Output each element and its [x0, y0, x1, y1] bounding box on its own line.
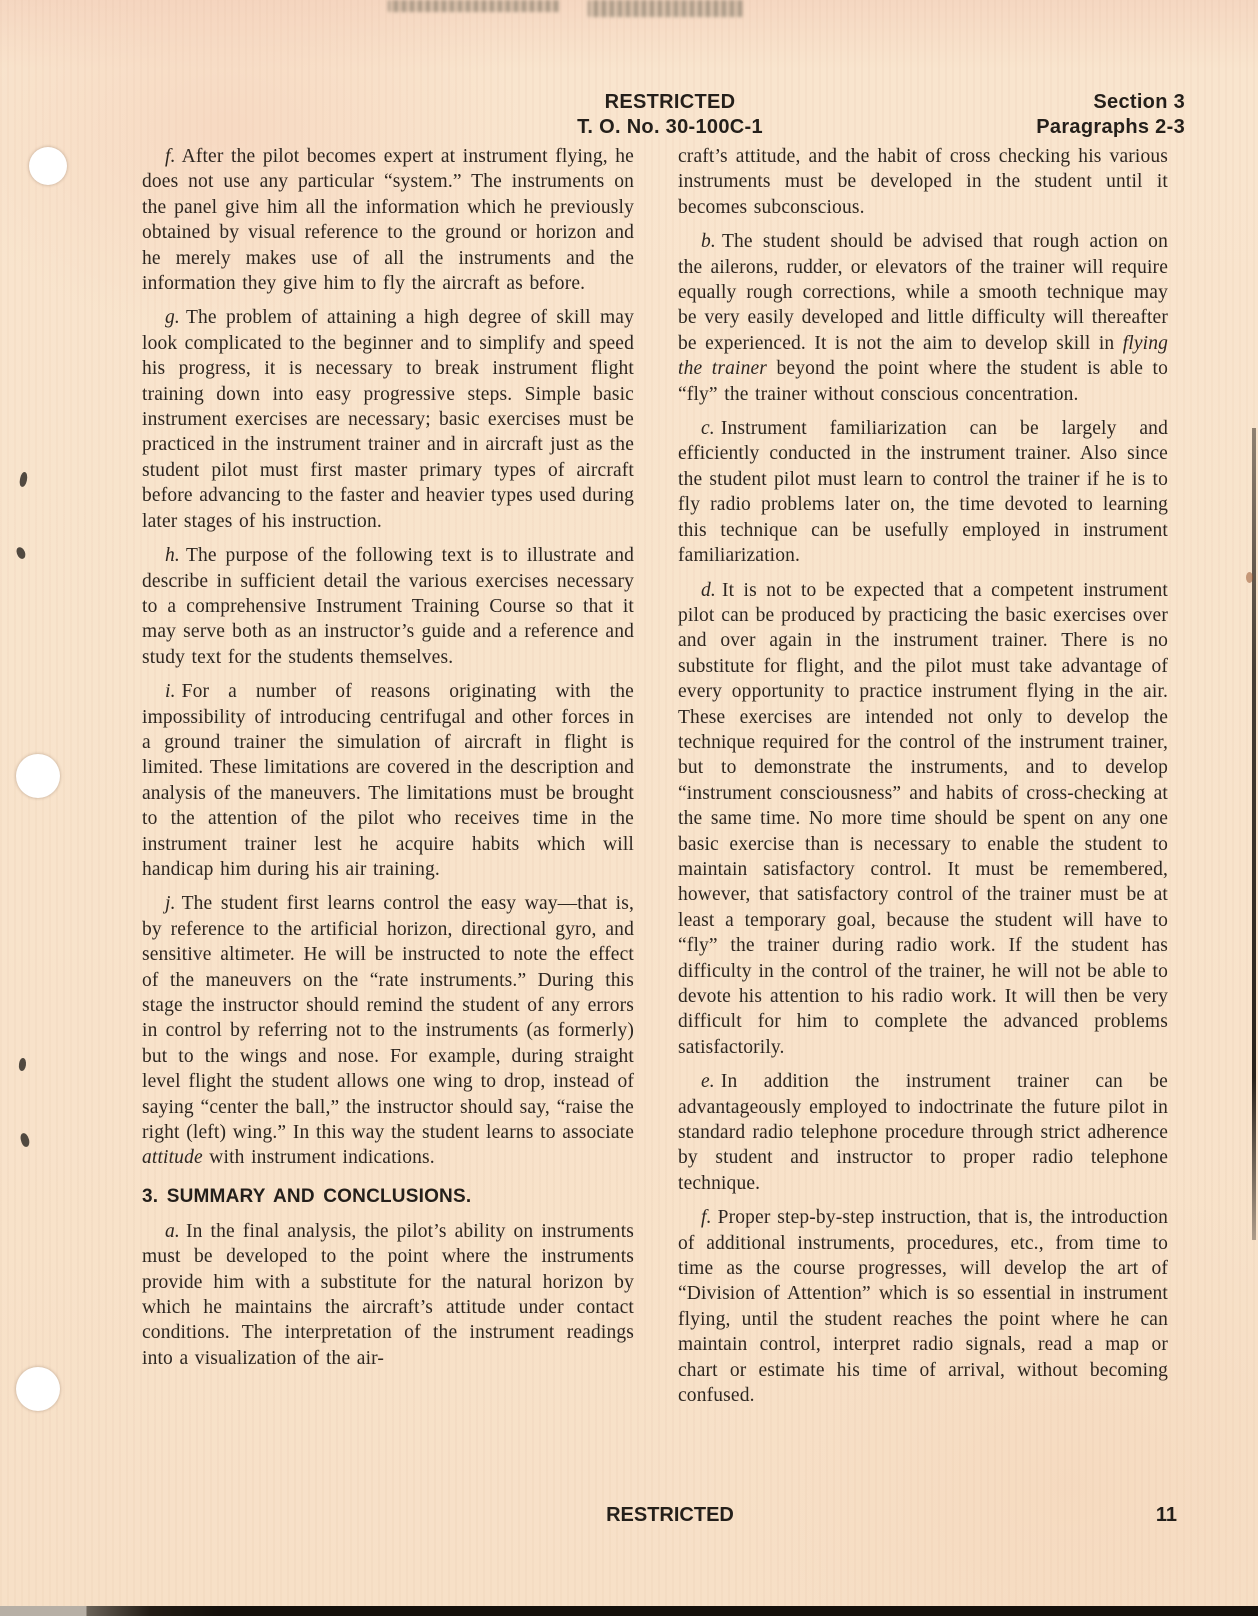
top-stamp-smudge-right [588, 0, 743, 17]
left-edge-ink-mark [18, 1058, 27, 1072]
paragraph-letter: g. [165, 307, 180, 329]
column-left [142, 144, 634, 1418]
left-edge-ink-mark [19, 471, 29, 487]
text-run: For a number of reasons originating with the impossibility of introducing centrifugal and other forces in a ground trainer the simulation of aircraft in flight is limited. These limitations are covered in the description and analysis of the maneuvers. The limitations must be brought to the attention of the pilot who receives time in the instrument trainer lest he acquire habits which will handicap him during his air training. [142, 681, 634, 880]
paragraph [142, 305, 634, 534]
header-to-number: T. O. No. 30-100C-1 [577, 116, 763, 138]
paragraph-letter: f. [165, 146, 176, 167]
text-run: The student should be advised that rough action on the ailerons, rudder, or elevators of the trainer will require equally rough corrections, while a smooth technique may be very easily developed and little difficulty will thereafter be experienced. It is not the aim to develop skill in [678, 231, 1168, 354]
paragraph [678, 416, 1168, 568]
header-classification: RESTRICTED [604, 91, 736, 113]
paragraph-letter: h. [165, 545, 180, 567]
section-heading: 3. SUMMARY AND CONCLUSIONS. [142, 1185, 472, 1207]
text-run: In the final analysis, the pilot’s ability on instruments must be developed to the point where the instruments provide him with a substitute for the natural horizon by which he maintains the aircraft’s attitude under contact conditions. The interpretation of the instrument readings into a visualization of the air- [142, 1220, 634, 1369]
top-stamp-smudge-left [388, 0, 560, 12]
text-run: The purpose of the following text is to illustrate and describe in sufficient detail the various exercises necessary to a comprehensive Instrument Training Course so that it may serve both as an instructor’s guide and a reference and study text for the students themselves. [142, 545, 634, 668]
text-run: beyond the point where the student is able to “fly” the trainer without conscious concentration. [678, 358, 1169, 405]
left-edge-ink-mark [15, 546, 27, 560]
paragraph [678, 229, 1168, 407]
rust-speck [1246, 572, 1253, 583]
text-run: The student first learns control the easy way—that is, by reference to the artificial horizon, directional gyro, and sensitive altimeter. He will be instructed to note the effect of the maneuvers on the “rate instruments.” During this stage the instructor should remind the student of any errors in control by referring not to the instruments (as formerly) but to the wings and nose. For example, during straight level flight the student allows one wing to drop, instead of saying “center the ball,” the instructor should say, “raise the right (left) wing.” In this way the student learns to associate [142, 893, 634, 1144]
text-columns [142, 144, 1168, 1418]
hole-punch-bottom [16, 1367, 60, 1411]
paragraph [678, 578, 1168, 1061]
text-run: Proper step-by-step instruction, that is, the introduction of additional instruments, procedures, etc., from time to time as the course progresses, will develop the art of “Division of Attention” which is so essential in instrument flying, until the student reaches the point where he can maintain control, interpret radio signals, read a map or chart or estimate his time of arrival, without becoming confused. [678, 1207, 1168, 1407]
column-right [678, 144, 1168, 1418]
paragraph-letter: j. [165, 893, 176, 915]
header-paragraphs-ref: Paragraphs 2-3 [1036, 116, 1185, 138]
paragraph-letter: c. [701, 418, 715, 440]
paragraph [678, 144, 1168, 220]
text-run: After the pilot becomes expert at instrument flying, he does not use any particular “system.” The instruments on the panel give him all the information which he previously obtained by visual reference to the ground or horizon and he merely makes use of all the instruments and the information they give him to fly the aircraft as before. [142, 146, 634, 295]
text-run: In addition the instrument trainer can be advantageously employed to indoctrinate the future pilot in standard radio telephone procedure through strict adherence by student and instructor to proper radio telephone technique. [678, 1071, 1168, 1194]
hole-punch-top [29, 147, 67, 185]
paragraph [142, 1219, 634, 1371]
paragraph [678, 1205, 1168, 1408]
bottom-scan-bar [0, 1606, 1258, 1616]
header-right [1036, 90, 1185, 140]
header-center [470, 90, 870, 140]
paragraph-letter: i. [165, 681, 176, 703]
text-run: craft’s attitude, and the habit of cross checking his various instruments must be developed in the student until it becomes subconscious. [678, 146, 1168, 218]
paragraph-letter: f. [701, 1207, 712, 1229]
text-run: It is not to be expected that a competent instrument pilot can be produced by practicing the basic exercises over and over again in the instrument trainer. There is no substitute for flight, and the pilot must take advantage of every opportunity to practice instrument flying in the air. These exercises are intended not only to develop the technique required for the control of the instrument trainer, but to demonstrate the instruments, and to develop “instrument consciousness” and habits of cross-checking at the same time. No more time should be spent on any one basic exercise than is necessary to enable the student to maintain satisfactory control. It must be remembered, however, that satisfactory control of the trainer must be at least a temporary goal, because the student will have to “fly” the trainer during radio work. If the student has difficulty in the control of the trainer, he will not be able to devote his attention to his radio work. It will then be very difficult for him to complete the advanced problems satisfactorily. [678, 579, 1168, 1058]
text-run: with instrument indications. [202, 1147, 435, 1169]
paragraph [142, 679, 634, 882]
right-edge-scan-line [1252, 428, 1256, 1240]
footer-page-number: 11 [1155, 1504, 1177, 1526]
header-section: Section 3 [1093, 91, 1185, 113]
hole-punch-middle [16, 754, 60, 798]
italic-run: flying the trainer [678, 332, 1168, 380]
paragraph-letter: b. [701, 231, 716, 253]
paragraph [678, 1069, 1168, 1196]
paragraph [142, 891, 634, 1170]
left-edge-ink-mark [19, 1132, 30, 1148]
paragraph [142, 543, 634, 670]
paragraph [142, 144, 634, 296]
footer-classification: RESTRICTED [606, 1504, 734, 1526]
italic-run: attitude [142, 1147, 203, 1169]
paragraph-letter: a. [165, 1220, 180, 1242]
paragraph-letter: d. [701, 579, 716, 601]
text-run: The problem of attaining a high degree of skill may look complicated to the beginner and to simplify and speed his progress, it is necessary to break instrument flight training down into easy progressive steps. Simple basic instrument exercises are necessary; basic exercises must be practiced in the instrument trainer and in aircraft just as the student pilot must first master primary types of aircraft before advancing to the faster and heavier types used during later stages of his instruction. [142, 307, 634, 532]
text-run: Instrument familiarization can be largely and efficiently conducted in the instrument trainer. Also since the student pilot must learn to control the trainer if he is to fly radio problems later on, the time devoted to learning this technique can be usefully employed in instrument familiarization. [678, 418, 1168, 567]
paragraph-letter: e. [701, 1071, 715, 1093]
